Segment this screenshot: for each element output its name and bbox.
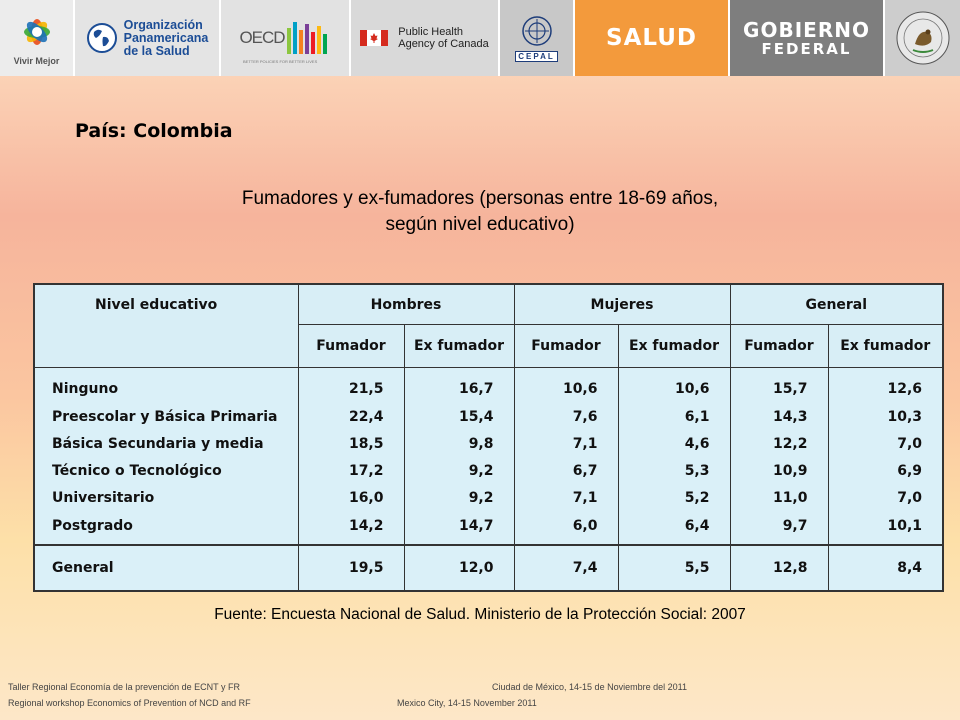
smokers-table bbox=[33, 283, 944, 592]
phac-name bbox=[398, 26, 489, 50]
total-value: 7,4 bbox=[514, 545, 618, 591]
total-label: General bbox=[34, 545, 298, 591]
table-header-row-groups bbox=[34, 284, 943, 325]
gobierno-line-1: GOBIERNO bbox=[743, 18, 870, 42]
cell-value: 14,2 bbox=[298, 511, 404, 545]
row-label: Básica Secundaria y media bbox=[34, 430, 298, 457]
ops-name bbox=[124, 19, 209, 58]
cell-value: 12,6 bbox=[828, 368, 943, 404]
cell-value: 7,1 bbox=[514, 430, 618, 457]
cell-value: 21,5 bbox=[298, 368, 404, 404]
vivir-mejor-caption: Vivir Mejor bbox=[13, 56, 60, 66]
cell-value: 6,1 bbox=[618, 403, 730, 430]
subheader-general-ex-fumador: Ex fumador bbox=[828, 325, 943, 368]
ops-line-2: Panamericana bbox=[123, 30, 209, 45]
cell-value: 7,0 bbox=[828, 484, 943, 511]
footer-right-es: Ciudad de México, 14-15 de Noviembre del 2011 bbox=[492, 682, 687, 692]
canada-flag-icon bbox=[360, 30, 388, 46]
gobierno-line-2: FEDERAL bbox=[761, 40, 852, 58]
phac-logo bbox=[351, 0, 500, 76]
oecd-wordmark: OECD bbox=[239, 28, 285, 47]
footer-left-en: Regional workshop Economics of Prevention of NCD and RF bbox=[8, 698, 251, 708]
star-flower-icon bbox=[15, 10, 59, 54]
salud-wordmark: SALUD bbox=[606, 25, 697, 51]
cell-value: 9,7 bbox=[730, 511, 828, 545]
cell-value: 10,3 bbox=[828, 403, 943, 430]
row-label: Ninguno bbox=[34, 368, 298, 404]
mexico-seal-logo bbox=[885, 0, 960, 76]
cell-value: 7,0 bbox=[828, 430, 943, 457]
subheader-hombres-ex-fumador: Ex fumador bbox=[404, 325, 514, 368]
mexico-eagle-seal-icon bbox=[895, 10, 951, 66]
cell-value: 16,0 bbox=[298, 484, 404, 511]
row-label: Preescolar y Básica Primaria bbox=[34, 403, 298, 430]
globe-icon bbox=[86, 22, 118, 54]
cell-value: 18,5 bbox=[298, 430, 404, 457]
table-row bbox=[34, 368, 943, 404]
table-row bbox=[34, 484, 943, 511]
cell-value: 16,7 bbox=[404, 368, 514, 404]
oecd-tagline: BETTER POLICIES FOR BETTER LIVES bbox=[243, 59, 318, 64]
source-note: Fuente: Encuesta Nacional de Salud. Ministerio de la Protección Social: 2007 bbox=[214, 606, 746, 623]
subheader-mujeres-ex-fumador: Ex fumador bbox=[618, 325, 730, 368]
country-heading: País: Colombia bbox=[75, 120, 233, 142]
ops-logo bbox=[75, 0, 221, 76]
total-value: 5,5 bbox=[618, 545, 730, 591]
un-emblem-icon bbox=[521, 15, 553, 47]
cell-value: 6,4 bbox=[618, 511, 730, 545]
footer-right-en: Mexico City, 14-15 November 2011 bbox=[397, 698, 537, 708]
header-nivel-educativo: Nivel educativo bbox=[34, 284, 298, 368]
table-title-line-1: Fumadores y ex-fumadores (personas entre 18-69 años, bbox=[241, 188, 719, 209]
ops-line-3: de la Salud bbox=[123, 43, 190, 58]
table-title bbox=[160, 186, 800, 238]
cell-value: 10,9 bbox=[730, 457, 828, 484]
cell-value: 14,3 bbox=[730, 403, 828, 430]
cell-value: 15,4 bbox=[404, 403, 514, 430]
table-row bbox=[34, 457, 943, 484]
gobierno-federal-logo bbox=[730, 0, 885, 76]
smokers-table-container bbox=[33, 283, 942, 583]
cepal-logo bbox=[500, 0, 575, 76]
table-row bbox=[34, 511, 943, 545]
cell-value: 7,6 bbox=[514, 403, 618, 430]
header-group-mujeres: Mujeres bbox=[514, 284, 730, 325]
oecd-logo bbox=[221, 0, 351, 76]
cell-value: 6,7 bbox=[514, 457, 618, 484]
subheader-hombres-fumador: Fumador bbox=[298, 325, 404, 368]
cell-value: 9,2 bbox=[404, 484, 514, 511]
total-value: 12,8 bbox=[730, 545, 828, 591]
cell-value: 22,4 bbox=[298, 403, 404, 430]
cell-value: 6,9 bbox=[828, 457, 943, 484]
cell-value: 4,6 bbox=[618, 430, 730, 457]
table-row bbox=[34, 430, 943, 457]
cepal-wordmark: CEPAL bbox=[515, 51, 558, 62]
subheader-mujeres-fumador: Fumador bbox=[514, 325, 618, 368]
cell-value: 9,2 bbox=[404, 457, 514, 484]
header-group-hombres: Hombres bbox=[298, 284, 514, 325]
cell-value: 15,7 bbox=[730, 368, 828, 404]
phac-line-1: Public Health bbox=[398, 26, 464, 38]
cell-value: 6,0 bbox=[514, 511, 618, 545]
salud-logo bbox=[575, 0, 730, 76]
table-total bbox=[34, 545, 943, 591]
oecd-bars-icon bbox=[285, 20, 331, 56]
total-value: 8,4 bbox=[828, 545, 943, 591]
table-header bbox=[34, 284, 943, 368]
row-label: Postgrado bbox=[34, 511, 298, 545]
row-label: Universitario bbox=[34, 484, 298, 511]
total-value: 12,0 bbox=[404, 545, 514, 591]
row-label: Técnico o Tecnológico bbox=[34, 457, 298, 484]
table-row bbox=[34, 403, 943, 430]
cell-value: 12,2 bbox=[730, 430, 828, 457]
logo-bar bbox=[0, 0, 960, 76]
vivir-mejor-logo bbox=[0, 0, 75, 76]
table-title-line-2: según nivel educativo) bbox=[385, 214, 575, 235]
footer-left-es: Taller Regional Economía de la prevención de ECNT y FR bbox=[8, 682, 240, 692]
ops-line-1: Organización bbox=[123, 17, 203, 32]
cell-value: 10,6 bbox=[514, 368, 618, 404]
cell-value: 14,7 bbox=[404, 511, 514, 545]
cell-value: 5,3 bbox=[618, 457, 730, 484]
header-group-general: General bbox=[730, 284, 943, 325]
cell-value: 11,0 bbox=[730, 484, 828, 511]
cell-value: 10,1 bbox=[828, 511, 943, 545]
cell-value: 9,8 bbox=[404, 430, 514, 457]
cell-value: 7,1 bbox=[514, 484, 618, 511]
subheader-general-fumador: Fumador bbox=[730, 325, 828, 368]
cell-value: 10,6 bbox=[618, 368, 730, 404]
total-value: 19,5 bbox=[298, 545, 404, 591]
phac-line-2: Agency of Canada bbox=[398, 38, 489, 50]
cell-value: 5,2 bbox=[618, 484, 730, 511]
cell-value: 17,2 bbox=[298, 457, 404, 484]
table-total-row bbox=[34, 545, 943, 591]
table-body bbox=[34, 368, 943, 546]
